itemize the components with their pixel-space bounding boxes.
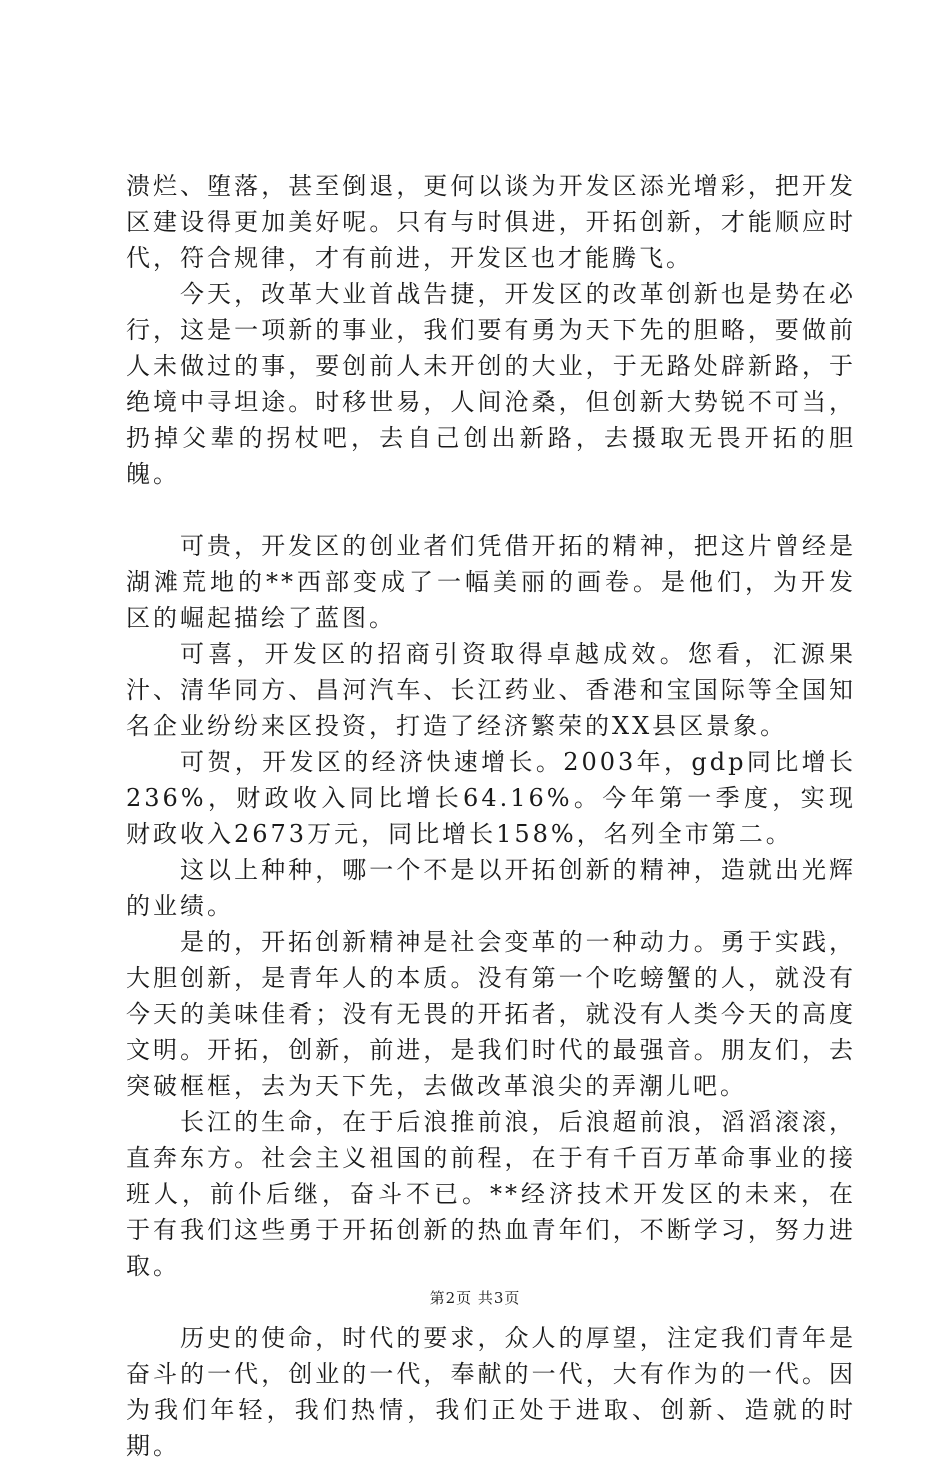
paragraph-spacer	[126, 492, 856, 528]
paragraph-4: 可喜，开发区的招商引资取得卓越成效。您看，汇源果汁、清华同方、昌河汽车、长江药业、香港和宝国际等全国知名企业纷纷来区投资，打造了经济繁荣的XX县区景象。	[126, 640, 856, 740]
paragraph-3: 可贵，开发区的创业者们凭借开拓的精神，把这片曾经是湖滩荒地的**西部变成了一幅美丽的画卷。是他们，为开发区的崛起描绘了蓝图。	[126, 532, 856, 632]
paragraph-8: 长江的生命，在于后浪推前浪，后浪超前浪，滔滔滚滚，直奔东方。社会主义祖国的前程，在于有千百万革命事业的接班人，前仆后继，奋斗不已。**经济技术开发区的未来，在于有我们这些勇于开拓创新的热血青年们，不断学习，努力进取。	[126, 1108, 856, 1280]
paragraph-6: 这以上种种，哪一个不是以开拓创新的精神，造就出光辉的业绩。	[126, 856, 856, 920]
paragraph-7: 是的，开拓创新精神是社会变革的一种动力。勇于实践，大胆创新，是青年人的本质。没有第一个吃螃蟹的人，就没有今天的美味佳肴；没有无畏的开拓者，就没有人类今天的高度文明。开拓，创新，前进，是我们时代的最强音。朋友们，去突破框框，去为天下先，去做改革浪尖的弄潮儿吧。	[126, 928, 856, 1100]
document-body	[126, 168, 856, 1464]
paragraph-2: 今天，改革大业首战告捷，开发区的改革创新也是势在必行，这是一项新的事业，我们要有勇为天下先的胆略，要做前人未做过的事，要创前人未开创的大业，于无路处辟新路，于绝境中寻坦途。时移世易，人间沧桑，但创新大势锐不可当，扔掉父辈的拐杖吧，去自己创出新路，去摄取无畏开拓的胆魄。	[126, 280, 856, 488]
paragraph-1: 溃烂、堕落，甚至倒退，更何以谈为开发区添光增彩，把开发区建设得更加美好呢。只有与时俱进，开拓创新，才能顺应时代，符合规律，才有前进，开发区也才能腾飞。	[126, 172, 856, 272]
paragraph-5: 可贺，开发区的经济快速增长。2003年，gdp同比增长236%，财政收入同比增长64.16%。今年第一季度，实现财政收入2673万元，同比增长158%，名列全市第二。	[126, 748, 856, 848]
paragraph-9: 历史的使命，时代的要求，众人的厚望，注定我们青年是奋斗的一代，创业的一代，奉献的一代，大有作为的一代。因为我们年轻，我们热情，我们正处于进取、创新、造就的时期。	[126, 1324, 856, 1460]
page-number-footer: 第2页 共3页	[429, 1289, 521, 1307]
